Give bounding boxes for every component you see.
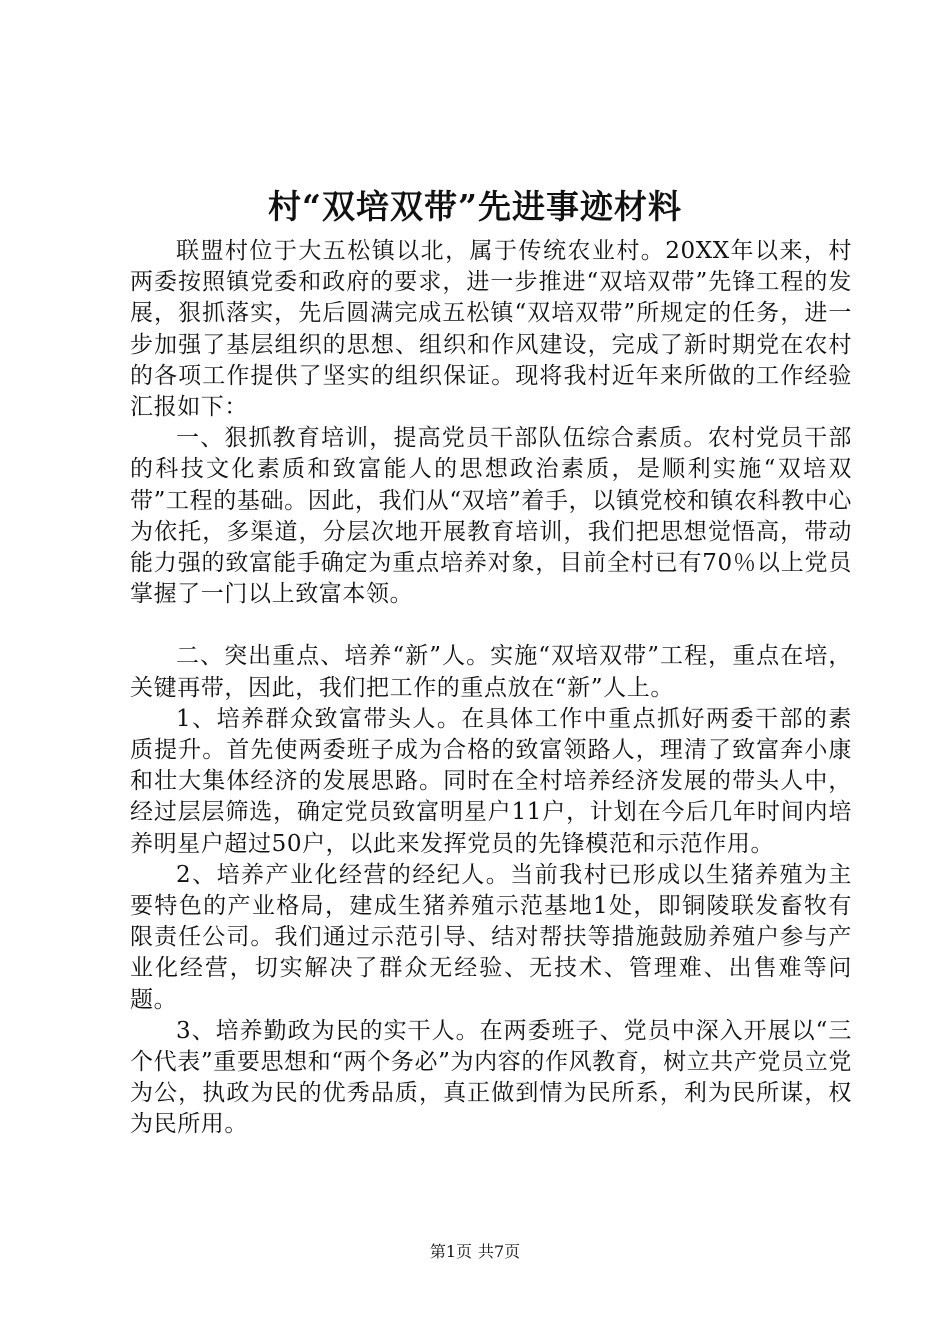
item-three-paragraph: 3、培养勤政为民的实干人。在两委班子、党员中深入开展以“三个代表”重要思想和“两个务必”为内容的作风教育，树立共产党员立党为公，执政为民的优秀品质，真正做到情为民所系，利为民所谋，权为民所用。 xyxy=(130,1017,852,1138)
document-body xyxy=(130,236,852,1141)
section-one-paragraph: 一、狠抓教育培训，提高党员干部队伍综合素质。农村党员干部的科技文化素质和致富能人的思想政治素质，是顺利实施“双培双带”工程的基础。因此，我们从“双培”着手，以镇党校和镇农科教中心为依托，多渠道，分层次地开展教育培训，我们把思想觉悟高，带动能力强的致富能手确定为重点培养对象，目前全村已有70％以上党员掌握了一门以上致富本领。 xyxy=(130,425,852,608)
item-one-paragraph: 1、培养群众致富带头人。在具体工作中重点抓好两委干部的素质提升。首先使两委班子成为合格的致富领路人，理清了致富奔小康和壮大集体经济的发展思路。同时在全村培养经济发展的带头人中，经过层层筛选，确定党员致富明星户11户，计划在今后几年时间内培养明星户超过50户，以此来发挥党员的先锋模范和示范作用。 xyxy=(130,705,852,857)
section-two-paragraph: 二、突出重点、培养“新”人。实施“双培双带”工程，重点在培，关键再带，因此，我们把工作的重点放在“新”人上。 xyxy=(130,643,852,701)
page-total: 共7页 xyxy=(478,1242,521,1261)
item-two-paragraph: 2、培养产业化经营的经纪人。当前我村已形成以生猪养殖为主要特色的产业格局，建成生猪养殖示范基地1处，即铜陵联发畜牧有限责任公司。我们通过示范引导、结对帮扶等措施鼓励养殖户参与产业化经营，切实解决了群众无经验、无技术、管理难、出售难等问题。 xyxy=(130,861,852,1013)
paragraph-gap xyxy=(130,610,852,641)
page-number: 第1页 xyxy=(429,1242,472,1261)
intro-paragraph: 联盟村位于大五松镇以北，属于传统农业村。20XX年以来，村两委按照镇党委和政府的要求，进一步推进“双培双带”先锋工程的发展，狠抓落实，先后圆满完成五松镇“双培双带”所规定的任务，进一步加强了基层组织的思想、组织和作风建设，完成了新时期党在农村的各项工作提供了坚实的组织保证。现将我村近年来所做的工作经验汇报如下： xyxy=(130,238,852,421)
document-title: 村“双培双带”先进事迹材料 xyxy=(268,187,682,226)
page-footer xyxy=(0,1241,950,1263)
